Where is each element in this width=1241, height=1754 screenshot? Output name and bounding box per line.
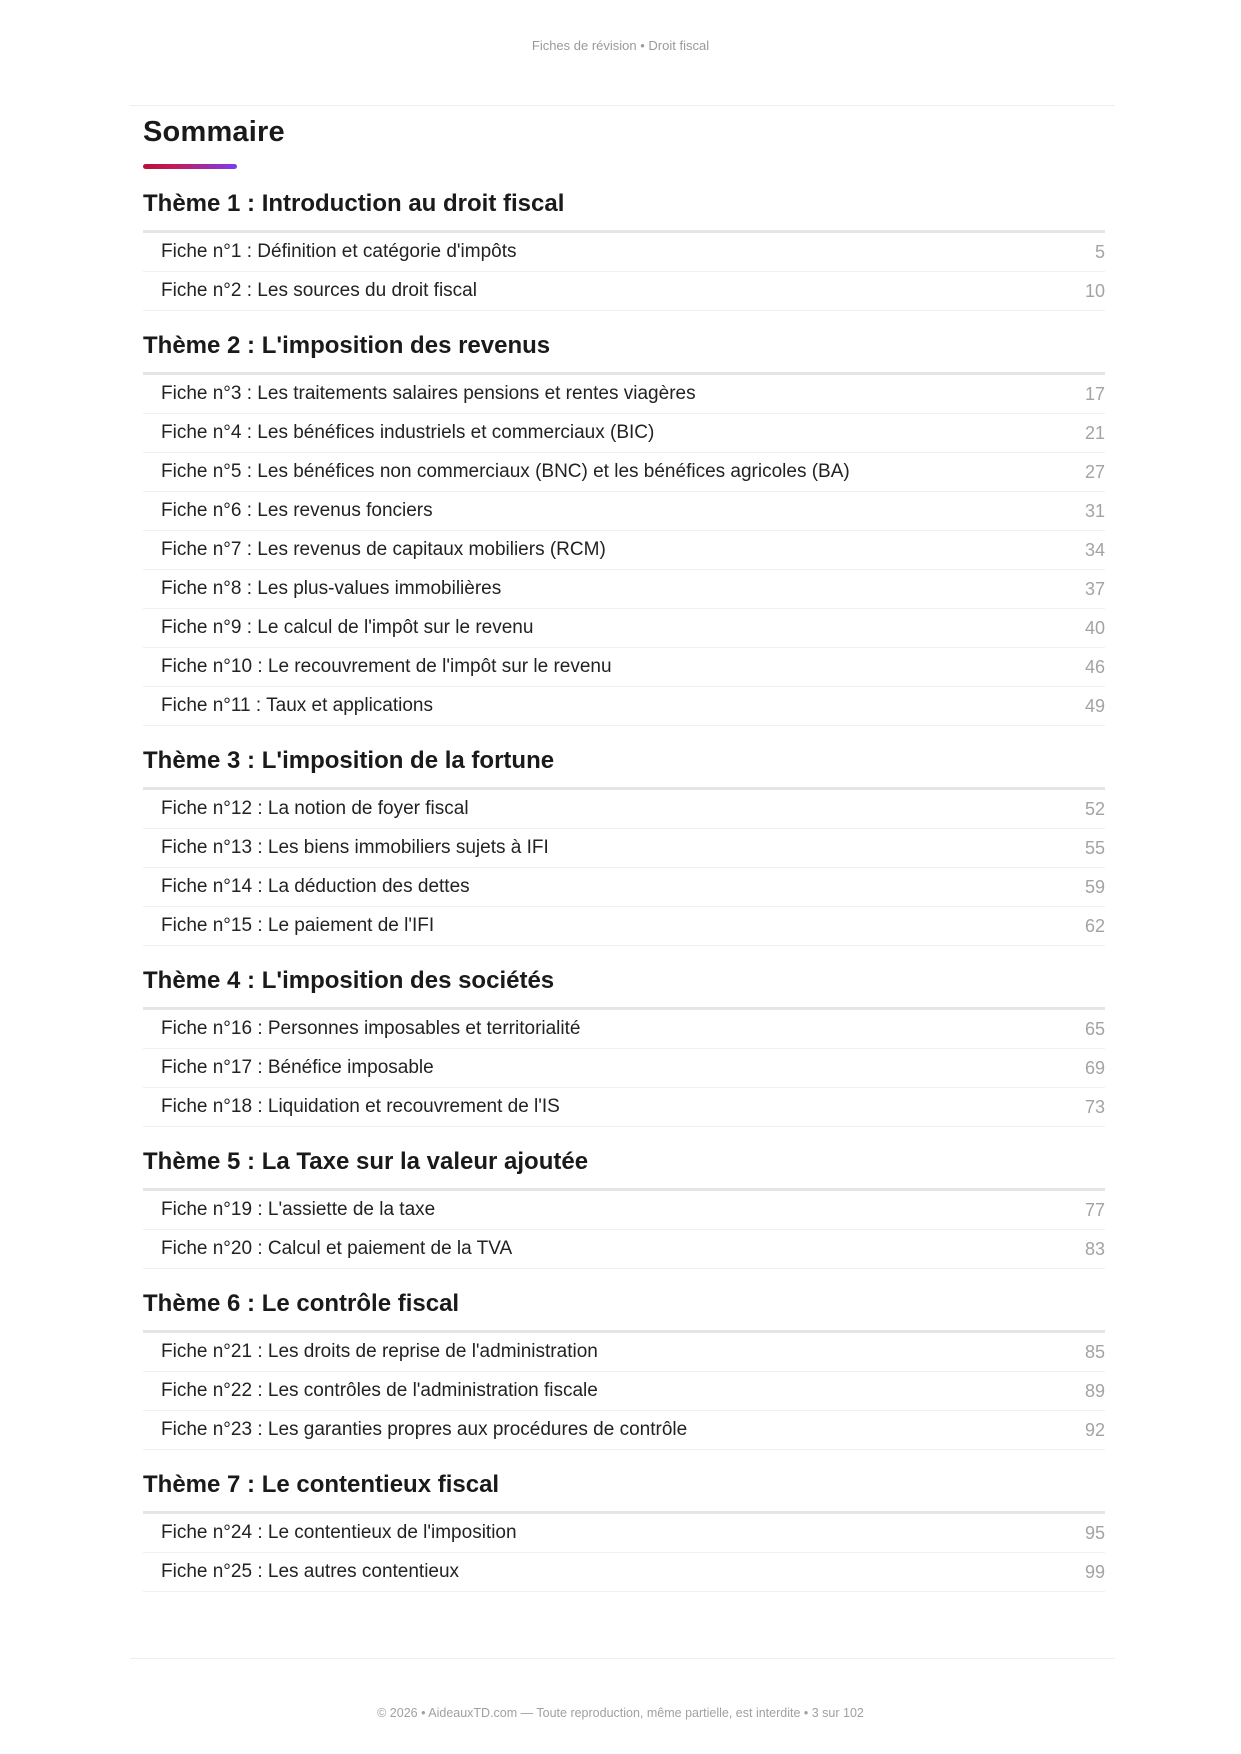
page-title: Sommaire [143, 116, 285, 148]
toc-entry-page-number: 10 [1084, 280, 1105, 301]
toc-entry-page-number: 62 [1084, 915, 1105, 936]
toc-entry-page-number: 49 [1084, 695, 1105, 716]
page-footer: © 2026 • AideauxTD.com — Toute reproduction, même partielle, est interdite • 3 sur 102 [377, 1706, 864, 1720]
toc-entry[interactable] [143, 1230, 1105, 1269]
theme-title: Thème 4 : L'imposition des sociétés [143, 946, 1105, 1010]
toc-entry-page-number: 65 [1084, 1018, 1105, 1039]
theme-title: Thème 7 : Le contentieux fiscal [143, 1450, 1105, 1514]
toc-entry[interactable] [143, 907, 1105, 946]
toc-entry[interactable] [143, 1411, 1105, 1450]
toc-entry[interactable] [143, 1553, 1105, 1592]
toc-entry-label: Fiche n°15 : Le paiement de l'IFI [161, 915, 435, 936]
toc-entry[interactable] [143, 648, 1105, 687]
toc-entry-page-number: 99 [1084, 1561, 1105, 1582]
theme-section [143, 169, 1105, 311]
toc-entry-page-number: 37 [1084, 578, 1105, 599]
toc-entry[interactable] [143, 531, 1105, 570]
toc-entry-label: Fiche n°9 : Le calcul de l'impôt sur le revenu [161, 617, 534, 638]
theme-title: Thème 2 : L'imposition des revenus [143, 311, 1105, 375]
toc-entry-page-number: 40 [1084, 617, 1105, 638]
toc-entry-page-number: 46 [1084, 656, 1105, 677]
theme-title: Thème 3 : L'imposition de la fortune [143, 726, 1105, 790]
toc-entry-page-number: 85 [1084, 1341, 1105, 1362]
toc-entry-label: Fiche n°12 : La notion de foyer fiscal [161, 798, 469, 819]
toc-entry[interactable] [143, 868, 1105, 907]
toc-entry-label: Fiche n°3 : Les traitements salaires pensions et rentes viagères [161, 383, 696, 404]
toc-entry-label: Fiche n°1 : Définition et catégorie d'impôts [161, 241, 517, 262]
toc-entry-page-number: 52 [1084, 798, 1105, 819]
toc-entry-label: Fiche n°13 : Les biens immobiliers sujets à IFI [161, 837, 549, 858]
toc-entry-label: Fiche n°14 : La déduction des dettes [161, 876, 470, 897]
toc-entry-page-number: 89 [1084, 1380, 1105, 1401]
toc-entry-label: Fiche n°5 : Les bénéfices non commerciaux (BNC) et les bénéfices agricoles (BA) [161, 461, 850, 482]
toc-entry[interactable] [143, 1191, 1105, 1230]
toc-entry-page-number: 73 [1084, 1096, 1105, 1117]
toc-entry-page-number: 77 [1084, 1199, 1105, 1220]
theme-section [143, 946, 1105, 1127]
toc-entry[interactable] [143, 1010, 1105, 1049]
toc-entry-page-number: 92 [1084, 1419, 1105, 1440]
toc-entry-label: Fiche n°23 : Les garanties propres aux procédures de contrôle [161, 1419, 688, 1440]
toc-entry-label: Fiche n°8 : Les plus-values immobilières [161, 578, 502, 599]
theme-title: Thème 5 : La Taxe sur la valeur ajoutée [143, 1127, 1105, 1191]
toc-entry-label: Fiche n°10 : Le recouvrement de l'impôt sur le revenu [161, 656, 612, 677]
toc-entry[interactable] [143, 233, 1105, 272]
toc-entry-label: Fiche n°7 : Les revenus de capitaux mobiliers (RCM) [161, 539, 606, 560]
toc-entry-label: Fiche n°4 : Les bénéfices industriels et commerciaux (BIC) [161, 422, 655, 443]
theme-title: Thème 6 : Le contrôle fiscal [143, 1269, 1105, 1333]
toc-entry-page-number: 83 [1084, 1238, 1105, 1259]
toc-entry-label: Fiche n°24 : Le contentieux de l'imposition [161, 1522, 517, 1543]
toc-entry-page-number: 55 [1084, 837, 1105, 858]
toc-entry-label: Fiche n°18 : Liquidation et recouvrement de l'IS [161, 1096, 560, 1117]
toc-entry[interactable] [143, 1088, 1105, 1127]
toc-entry-label: Fiche n°21 : Les droits de reprise de l'administration [161, 1341, 598, 1362]
toc-entry-label: Fiche n°16 : Personnes imposables et territorialité [161, 1018, 581, 1039]
theme-section [143, 1450, 1105, 1592]
running-head: Fiches de révision • Droit fiscal [531, 38, 710, 53]
toc-entry[interactable] [143, 829, 1105, 868]
theme-section [143, 1127, 1105, 1269]
theme-title: Thème 1 : Introduction au droit fiscal [143, 169, 1105, 233]
toc-entry[interactable] [143, 687, 1105, 726]
toc-entry[interactable] [143, 1333, 1105, 1372]
footer-divider [130, 1658, 1115, 1659]
toc-entry-page-number: 95 [1084, 1522, 1105, 1543]
toc-entry-label: Fiche n°19 : L'assiette de la taxe [161, 1199, 436, 1220]
toc-entry[interactable] [143, 453, 1105, 492]
toc-entry[interactable] [143, 492, 1105, 531]
toc-entry[interactable] [143, 1372, 1105, 1411]
toc-entry-page-number: 17 [1084, 383, 1105, 404]
toc-entry-page-number: 34 [1084, 539, 1105, 560]
toc-entry-label: Fiche n°2 : Les sources du droit fiscal [161, 280, 477, 301]
table-of-contents [143, 106, 1105, 1592]
toc-entry[interactable] [143, 570, 1105, 609]
toc-entry-page-number: 31 [1084, 500, 1105, 521]
toc-entry[interactable] [143, 790, 1105, 829]
toc-entry[interactable] [143, 1049, 1105, 1088]
toc-entry[interactable] [143, 272, 1105, 311]
toc-entry-label: Fiche n°25 : Les autres contentieux [161, 1561, 460, 1582]
theme-list [143, 169, 1105, 1592]
toc-entry-label: Fiche n°22 : Les contrôles de l'administration fiscale [161, 1380, 598, 1401]
toc-entry[interactable] [143, 1514, 1105, 1553]
toc-entry-page-number: 21 [1084, 422, 1105, 443]
toc-entry-page-number: 69 [1084, 1057, 1105, 1078]
toc-entry[interactable] [143, 414, 1105, 453]
theme-section [143, 311, 1105, 726]
theme-section [143, 1269, 1105, 1450]
toc-entry-label: Fiche n°17 : Bénéfice imposable [161, 1057, 434, 1078]
toc-entry[interactable] [143, 375, 1105, 414]
theme-section [143, 726, 1105, 946]
toc-entry-page-number: 5 [1094, 241, 1105, 262]
toc-entry-label: Fiche n°20 : Calcul et paiement de la TVA [161, 1238, 513, 1259]
toc-entry-page-number: 27 [1084, 461, 1105, 482]
toc-entry-page-number: 59 [1084, 876, 1105, 897]
toc-entry-label: Fiche n°11 : Taux et applications [161, 695, 434, 716]
toc-entry-label: Fiche n°6 : Les revenus fonciers [161, 500, 433, 521]
toc-entry[interactable] [143, 609, 1105, 648]
